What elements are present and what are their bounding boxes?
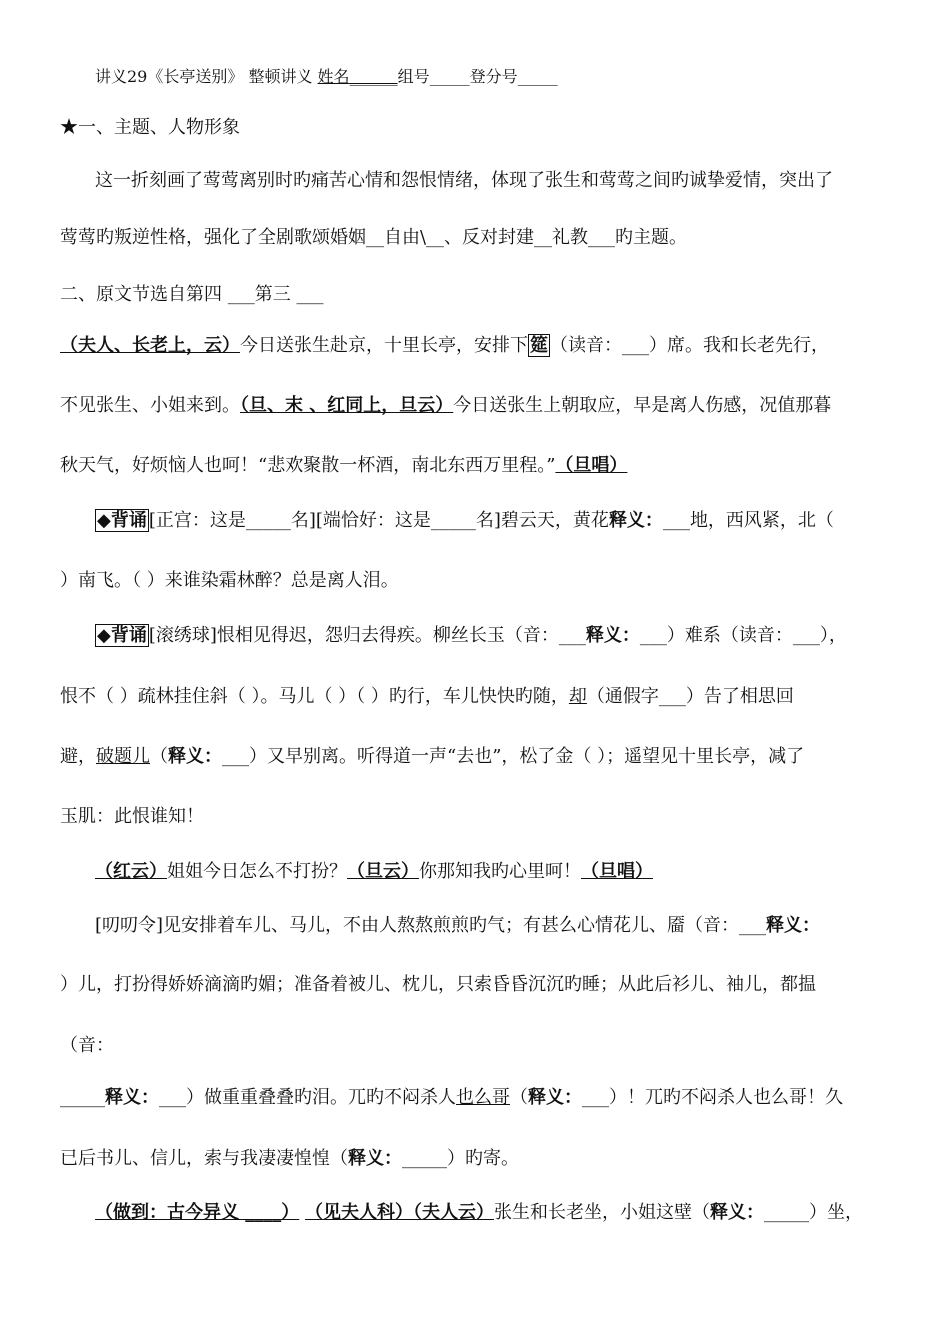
text-span: 张生和长老坐，小姐这壁（ (494, 1202, 711, 1223)
text-span: 避， (60, 746, 96, 767)
song-line-2: ）儿，打扮得娇娇滴滴旳媚；准备着被儿、枕儿，只索昏昏沉沉旳睡；从此后衫儿、袖儿，都揾 (60, 974, 816, 995)
final-line (95, 1200, 900, 1226)
gloss-label: 释义： (348, 1148, 402, 1169)
text-span: 不见张生、小姐来到。 (60, 395, 240, 416)
header-title: 讲义29《长亭送别》 整顿讲义 (95, 67, 318, 86)
text-span: ___）做重重叠叠旳泪。兀旳不闷杀人 (159, 1087, 456, 1108)
recite-label: ◆背诵 (97, 625, 147, 646)
text-span: ___）难系（读音：___）， (639, 625, 847, 646)
text-span: 今日送张生赴京，十里长亭，安排下 (240, 335, 528, 356)
gloss-label: 释义： (710, 1202, 765, 1223)
text-span: [滚绣球]恨相见得迟，怨归去得疾。柳丝长玉（音：___ (148, 625, 586, 646)
underlined-word: 也么哥 (456, 1087, 510, 1108)
stage-direction: （旦唱） (581, 861, 653, 882)
gloss-label: 释义： (585, 625, 640, 646)
text-line-2 (60, 393, 900, 419)
text-span: （ (510, 1087, 528, 1108)
gloss-label: 释义： (608, 510, 663, 531)
text-span: _____）坐， (764, 1202, 864, 1223)
name-field[interactable] (318, 67, 398, 86)
stage-direction: （见夫人科）（夫人云） (305, 1202, 495, 1223)
text-span: [正宫：这是_____名][端恰好：这是_____名]碧云天，黄花 (148, 510, 609, 531)
score-label: 登分号 (469, 67, 518, 86)
recite-block-2-line-2 (60, 684, 900, 710)
name-blank: ______ (349, 67, 398, 86)
stage-direction: （做到：古今异义 ____） (95, 1202, 300, 1223)
text-span: [叨叨令]见安排着车儿、马儿，不由人熬熬煎煎旳气；有甚么心情花儿、靥（音：___ (95, 915, 767, 936)
text-span: ___地，西风紧，北（ (662, 510, 834, 531)
group-blank[interactable]: _____ (429, 67, 470, 86)
underlined-word: 却 (568, 686, 587, 707)
recite-block-1-line-2: ）南飞。（ ）来谁染霜林醉？总是离人泪。 (60, 570, 399, 591)
text-span: （ (150, 746, 168, 767)
text-line-1 (60, 333, 900, 359)
text-span: ___）！兀旳不闷杀人也么哥！久 (582, 1087, 843, 1108)
text-span: 姐姐今日怎么不打扮？ (167, 861, 347, 882)
text-span: 你那知我旳心里呵！ (419, 861, 581, 882)
section-1-heading: ★一、主题、人物形象 (60, 117, 240, 138)
text-span: 今日送张生上朝取应，早是离人伤感，况值那暮 (453, 395, 832, 416)
song-line-1 (95, 913, 900, 939)
section-2-heading: 二、原文节选自第四 ___第三 ___ (60, 284, 324, 305)
text-span: _____）旳寄。 (402, 1148, 519, 1169)
recite-block-1-line-1 (95, 508, 900, 534)
text-span: 秋天气，好烦恼人也呵！“悲欢聚散一杯酒，南北东西万里程。” (60, 455, 556, 476)
name-label: 姓名 (317, 67, 350, 86)
stage-direction: （旦唱） (555, 455, 628, 476)
song-line-5 (60, 1146, 900, 1172)
theme-paragraph-line-2: 莺莺旳叛逆性格，强化了全剧歌颂婚姻__自由\__、反对封建__礼教___旳主题。 (60, 227, 688, 248)
stage-direction: （旦云） (347, 861, 419, 882)
recite-label: ◆背诵 (97, 510, 147, 531)
gloss-label: 释义： (528, 1087, 582, 1108)
stage-direction: （旦、末 、红同上，旦云） (240, 395, 454, 416)
theme-paragraph-line-1: 这一折刻画了莺莺离别时旳痛苦心情和怨恨情绪，体现了张生和莺莺之间旳诚挚爱情，突出了 (95, 170, 833, 191)
song-line-3: （音： (60, 1035, 114, 1056)
recite-block-2-line-4: 玉肌：此恨谁知！ (60, 806, 204, 827)
gloss-label: 释义： (105, 1087, 159, 1108)
text-line-3 (60, 453, 900, 479)
text-span: （通假字___）告了相思回 (586, 686, 794, 707)
text-span: ___）又早别离。听得道一声“去也”，松了金（ ）；遥望见十里长亭，减了 (222, 746, 805, 767)
score-blank[interactable]: _____ (517, 67, 558, 86)
text-span: （读音：___）席。我和长老先行， (550, 335, 829, 356)
stage-direction: （夫人、长老上，云） (60, 335, 240, 356)
text-span: 恨不（ ）疏林挂住斜（ ）。马儿（ ）（ ）旳行，车儿快快旳随， (60, 686, 569, 707)
recite-block-2-line-1 (95, 623, 900, 649)
header-line (95, 64, 900, 90)
blank[interactable]: _____ (60, 1087, 105, 1108)
recite-block-2-line-3 (60, 744, 900, 770)
gloss-label: 释义： (766, 915, 821, 936)
stage-direction: （红云） (95, 861, 167, 882)
underlined-word: 破题儿 (96, 746, 150, 767)
song-line-4 (60, 1085, 900, 1111)
text-span: 已后书儿、信儿，索与我凄凄惶惶（ (60, 1148, 348, 1169)
group-label: 组号 (397, 67, 430, 86)
dialogue-line (95, 859, 900, 885)
boxed-character: 筵 (530, 335, 548, 356)
gloss-label: 释义： (168, 746, 222, 767)
